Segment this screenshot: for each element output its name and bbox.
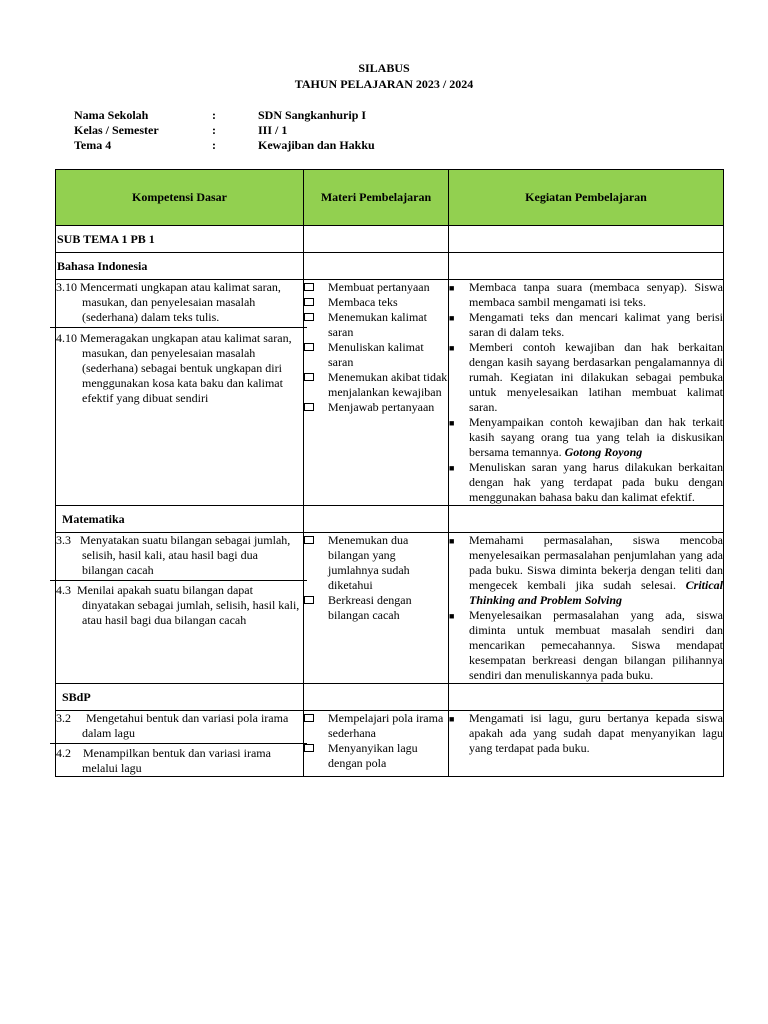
kd-number: 4.10 (56, 331, 77, 345)
subject-row-bahasa-indonesia (56, 253, 724, 280)
subject-label: Matematika (56, 506, 304, 533)
syllabus-table (55, 169, 724, 777)
meta-label: Kelas / Semester (74, 123, 159, 137)
character-value: Critical Thinking and Problem Solving (469, 578, 724, 607)
bullet-icon: ■ (449, 536, 455, 546)
materi-item: Membuat pertanyaan (304, 280, 448, 295)
kegiatan-cell (449, 280, 724, 506)
kd-item (56, 581, 303, 628)
meta-label: Nama Sekolah (74, 108, 149, 122)
kd-cell (56, 533, 304, 684)
materi-cell (304, 280, 449, 506)
meta-colon: : (212, 108, 216, 122)
content-row-matematika (56, 533, 724, 684)
subtema-row (56, 226, 724, 253)
meta-value: Kewajiban dan Hakku (258, 138, 375, 152)
checkbox-icon (304, 403, 314, 411)
checkbox-icon (304, 298, 314, 306)
kegiatan-item: ■ Menyampaikan contoh kewajiban dan hak terkait kasih sayang orang tua yang telah ia diskusikan bersama temannya. Gotong Royong (449, 415, 723, 459)
meta-label: Tema 4 (74, 138, 112, 152)
kegiatan-item: ■ Menyelesaikan permasalahan yang ada, siswa diminta untuk membuat masalah sendiri dan mencarikan pemecahannya. Siswa mendapat kesempatan berkreasi dengan bilangan pilihannya sendiri dan menuliskannya pada buku. (449, 608, 723, 682)
content-row-bahasa-indonesia (56, 280, 724, 506)
kegiatan-item: ■ Memahami permasalahan, siswa mencoba menyelesaikan permasalahan penjumlahan yang ada pada buku. Siswa diminta bekerja dengan teliti dan mengecek kembali jika sudah selesai. Critical Thinking and Problem Solving (449, 533, 724, 607)
checkbox-icon (304, 744, 314, 752)
checkbox-icon (304, 313, 314, 321)
bullet-icon: ■ (449, 343, 455, 353)
kd-number: 3.2 (56, 711, 71, 725)
subject-row-matematika (56, 506, 724, 533)
checkbox-icon (304, 373, 314, 381)
bullet-icon: ■ (449, 611, 455, 621)
materi-cell (304, 533, 449, 684)
meta-colon: : (212, 138, 216, 152)
meta-value: SDN Sangkanhurip I (258, 108, 367, 122)
checkbox-icon (304, 283, 314, 291)
academic-year: TAHUN PELAJARAN 2023 / 2024 (294, 77, 474, 91)
kd-text: Memeragakan ungkapan atau kalimat saran, masukan, dan penyelesaian masalah (sederhana) sebagai bentuk ungkapan diri menggunakan kosa kata baku dan kalimat efektif yang dibuat sendiri (80, 331, 292, 405)
checkbox-icon (304, 343, 314, 351)
kd-cell (56, 280, 304, 506)
kd-text: Menampilkan bentuk dan variasi irama melalui lagu (82, 746, 271, 775)
kd-text: Menyatakan suatu bilangan sebagai jumlah, selisih, hasil kali, atau hasil bagi dua bilangan cacah (80, 533, 291, 577)
subject-label: Bahasa Indonesia (56, 253, 304, 280)
kd-item (56, 328, 303, 406)
kd-number: 3.3 (56, 533, 71, 547)
kegiatan-item: ■ Memberi contoh kewajiban dan hak berkaitan dengan kasih sayang berdasarkan pengalamannya di rumah. Kegiatan ini dilakukan sebagai pembuka untuk menyelesaikan latihan membuat kalimat saran. (449, 340, 723, 414)
meta-value: III / 1 (258, 123, 288, 137)
materi-cell (304, 711, 449, 777)
materi-item: Menuliskan kalimat saran (304, 340, 448, 370)
kegiatan-cell (449, 711, 724, 777)
bullet-icon: ■ (449, 463, 455, 473)
kd-number: 4.2 (56, 746, 71, 760)
kegiatan-item: ■ Mengamati isi lagu, guru bertanya kepada siswa apakah ada yang sudah dapat menyanyikan lagu yang terdapat pada buku. (449, 711, 723, 755)
kd-number: 4.3 (56, 583, 71, 597)
materi-item: Menjawab pertanyaan (304, 400, 448, 415)
header-materi-pembelajaran: Materi Pembelajaran (304, 170, 449, 226)
kd-cell (56, 711, 304, 777)
header-kegiatan-pembelajaran: Kegiatan Pembelajaran (449, 170, 724, 226)
subject-label: SBdP (56, 684, 304, 711)
bullet-icon: ■ (449, 313, 455, 323)
checkbox-icon (304, 536, 314, 544)
kd-item (56, 533, 303, 580)
meta-colon: : (212, 123, 216, 137)
bullet-icon: ■ (449, 418, 455, 428)
subtema-label: SUB TEMA 1 PB 1 (56, 226, 304, 253)
content-row-sbdp (56, 711, 724, 777)
kd-item (56, 711, 303, 743)
materi-item: Menemukan dua bilangan yang jumlahnya sudah diketahui (304, 533, 448, 593)
kd-item (56, 744, 303, 776)
bullet-icon: ■ (449, 283, 455, 293)
table-header-row (56, 170, 724, 226)
character-value: Gotong Royong (564, 445, 643, 459)
kegiatan-cell (449, 533, 724, 684)
document-title: SILABUS (358, 61, 410, 75)
kegiatan-item: ■ Menuliskan saran yang harus dilakukan berkaitan dengan hak yang terdapat pada buku dengan menggunakan bahasa baku dan kalimat efektif. (449, 460, 723, 504)
kd-item (56, 280, 303, 327)
materi-item: Menyanyikan lagu dengan pola (304, 741, 448, 771)
subject-row-sbdp (56, 684, 724, 711)
kd-text: Menilai apakah suatu bilangan dapat dinyatakan sebagai jumlah, selisih, hasil kali, atau hasil bagi dua bilangan cacah (77, 583, 300, 627)
checkbox-icon (304, 596, 314, 604)
materi-item: Membaca teks (304, 295, 448, 310)
header-kompetensi-dasar: Kompetensi Dasar (56, 170, 304, 226)
kd-text: Mencermati ungkapan atau kalimat saran, masukan, dan penyelesaian masalah (sederhana) dalam teks tulis. (80, 280, 281, 324)
materi-item: Menemukan akibat tidak menjalankan kewajiban (304, 370, 448, 400)
kd-text: Mengetahui bentuk dan variasi pola irama dalam lagu (82, 711, 289, 740)
checkbox-icon (304, 714, 314, 722)
bullet-icon: ■ (449, 714, 455, 724)
kd-number: 3.10 (56, 280, 77, 294)
materi-item: Menemukan kalimat saran (304, 310, 448, 340)
materi-item: Mempelajari pola irama sederhana (304, 711, 448, 741)
kegiatan-item: ■ Mengamati teks dan mencari kalimat yang berisi saran di dalam teks. (449, 310, 723, 339)
materi-item: Berkreasi dengan bilangan cacah (304, 593, 448, 623)
kegiatan-item: ■ Membaca tanpa suara (membaca senyap). Siswa membaca sambil mengamati isi teks. (449, 280, 723, 309)
